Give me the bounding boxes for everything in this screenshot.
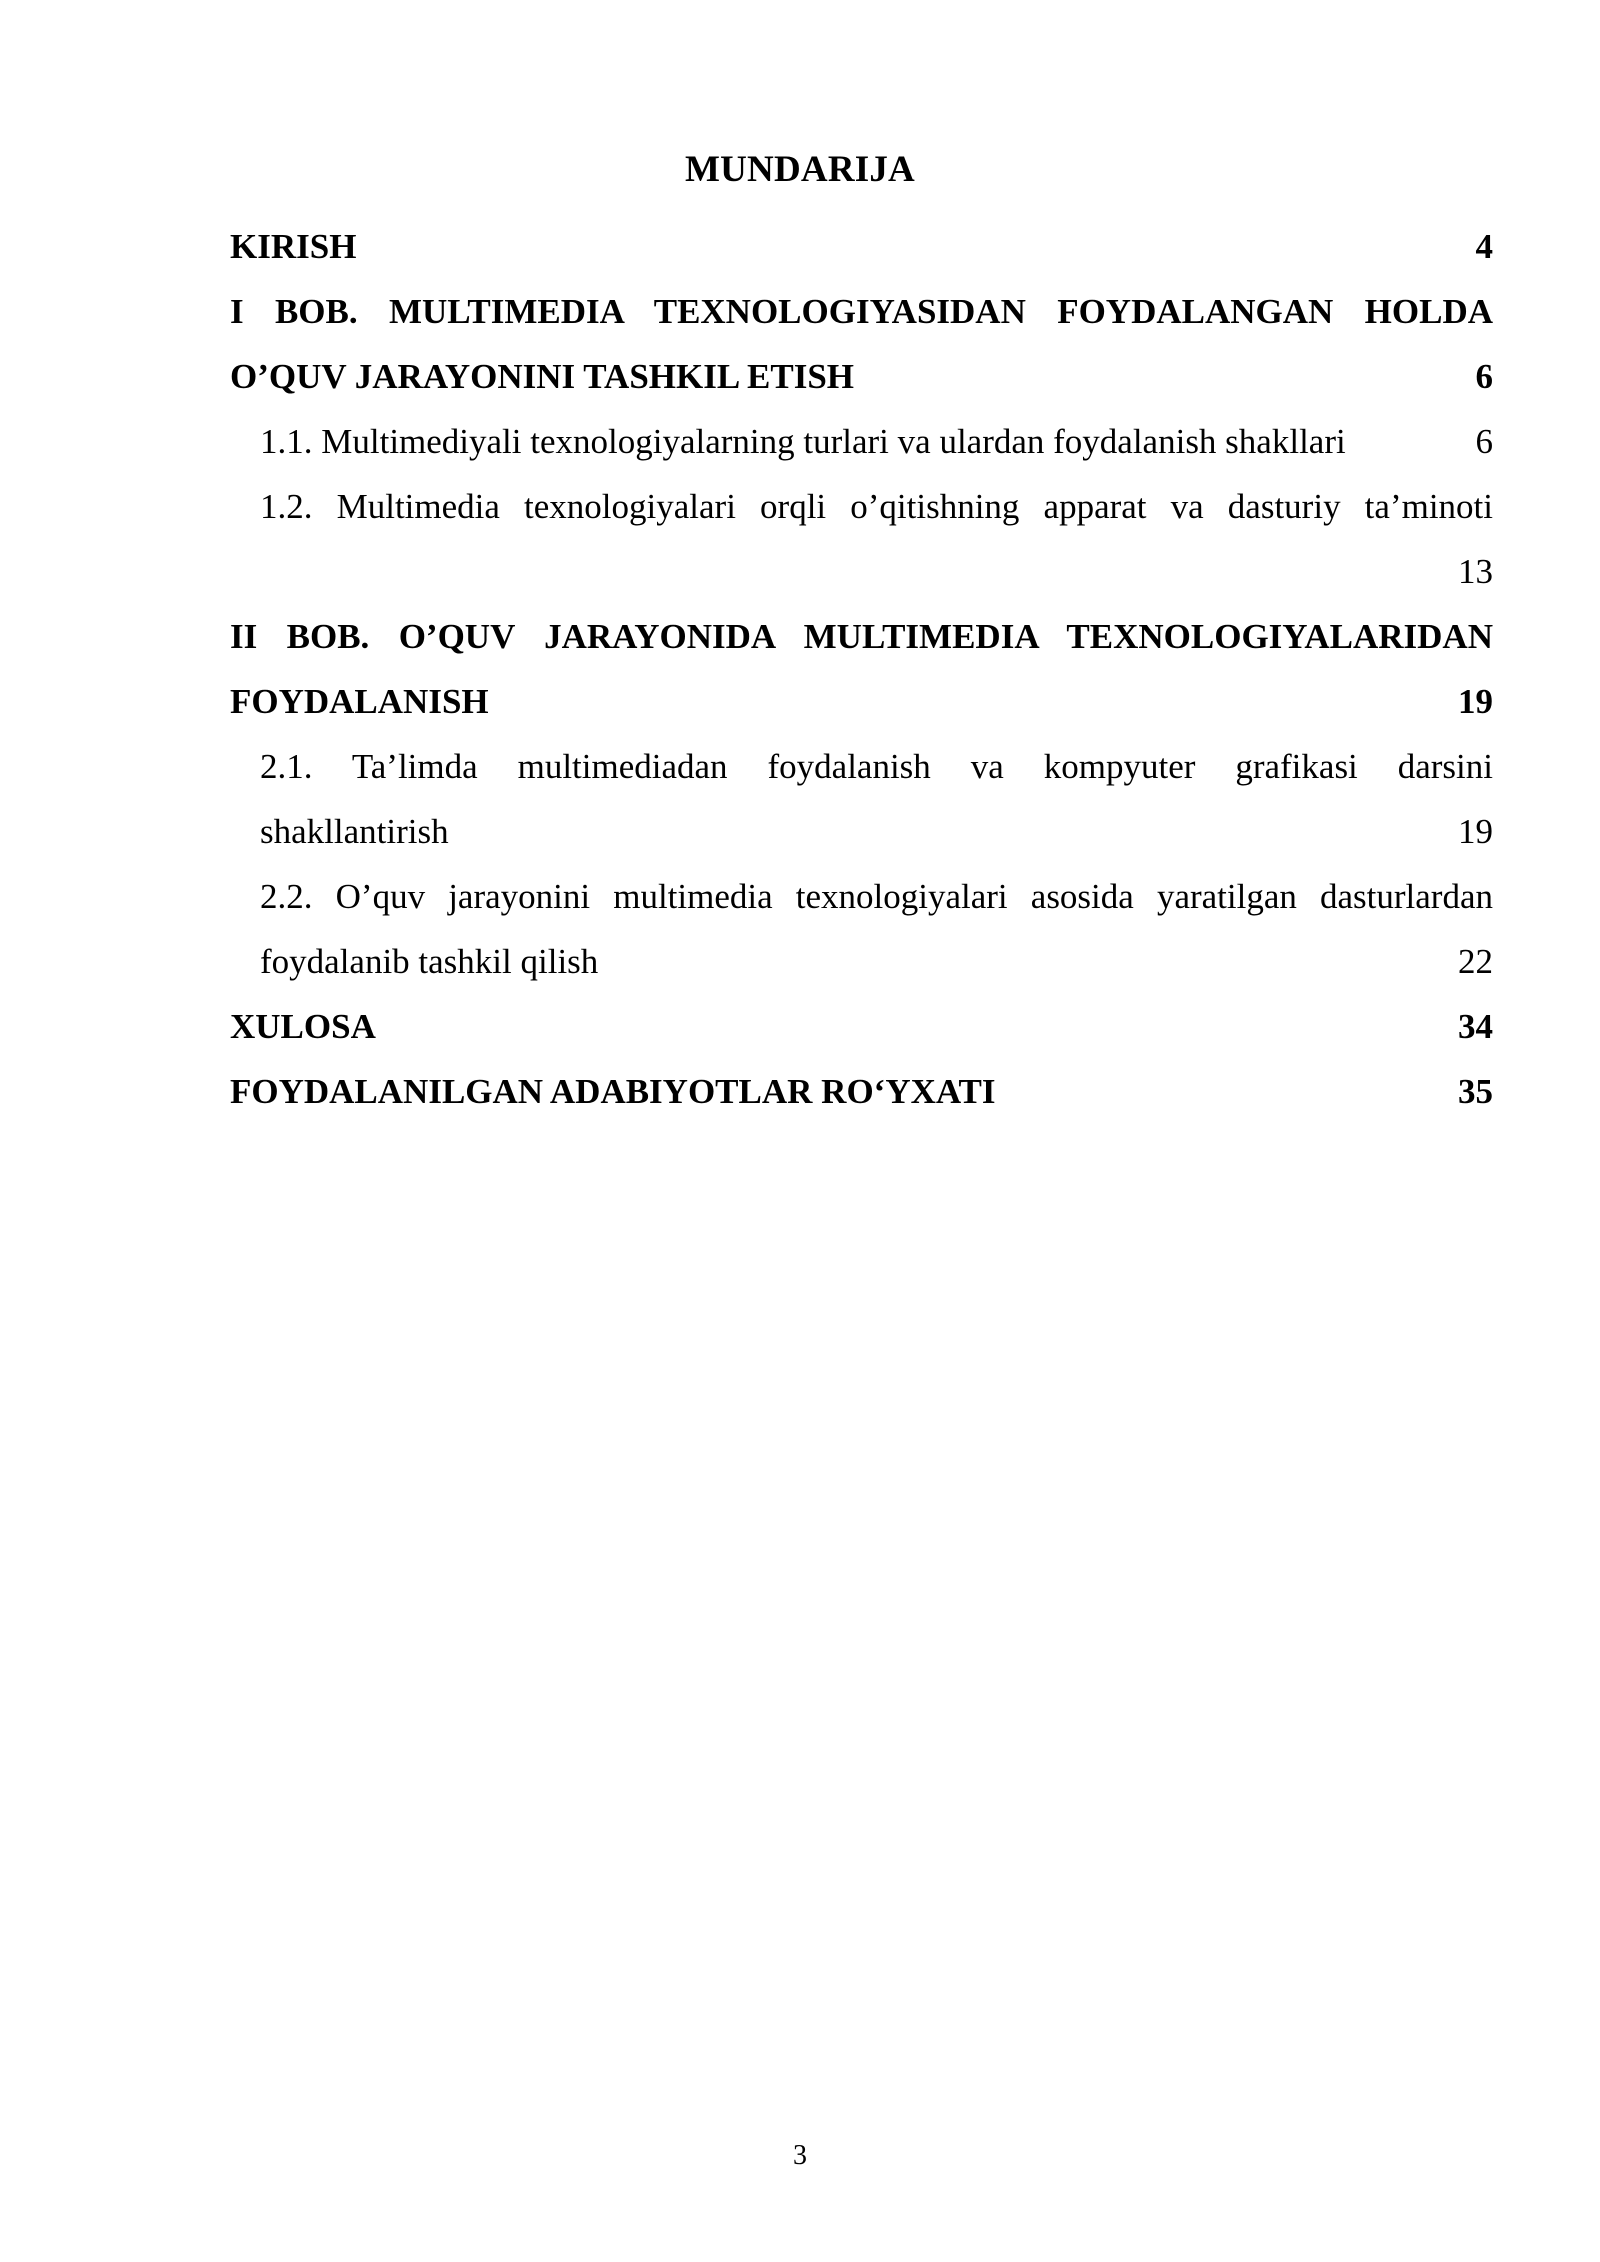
page-number: 3	[793, 2140, 807, 2171]
toc-page-number: 6	[1475, 422, 1493, 461]
toc-entry-label: O’QUV JARAYONINI TASHKIL ETISH	[230, 357, 855, 396]
toc-page-number: 34	[1458, 1007, 1493, 1046]
toc-page-number: 19	[1458, 682, 1493, 721]
toc-page-number: 6	[1475, 357, 1493, 396]
page-title: MUNDARIJA	[685, 149, 915, 190]
toc-entry-label: FOYDALANILGAN ADABIYOTLAR RO‘YXATI	[230, 1072, 996, 1111]
toc-entry-label: I BOB. MULTIMEDIA TEXNOLOGIYASIDAN FOYDALANGAN HOLDA	[230, 292, 1493, 331]
toc-page-number: 4	[1475, 227, 1493, 266]
toc-entry-label: KIRISH	[230, 227, 357, 266]
toc-entry-xulosa[interactable]	[230, 994, 1493, 1059]
toc-entry-label: XULOSA	[230, 1007, 376, 1046]
toc-page-number: 19	[1458, 812, 1493, 851]
toc-page-number: 35	[1458, 1072, 1493, 1111]
toc-entry-section-1-1[interactable]	[230, 409, 1493, 474]
toc-page-number: 13	[1458, 552, 1493, 591]
toc-entry-references[interactable]	[230, 1059, 1493, 1124]
toc-entry-section-2-1-line1[interactable]	[230, 734, 1493, 799]
toc-entry-section-2-2-line1[interactable]	[230, 864, 1493, 929]
toc-entry-chapter-1-line1[interactable]	[230, 279, 1493, 344]
toc-entry-label: FOYDALANISH	[230, 682, 489, 721]
toc-entry-chapter-2-line2[interactable]	[230, 669, 1493, 734]
toc-entry-chapter-1-line2[interactable]	[230, 344, 1493, 409]
toc-entry-label: II BOB. O’QUV JARAYONIDA MULTIMEDIA TEXNOLOGIYALARIDAN	[230, 617, 1493, 656]
toc-entry-section-2-2-line2[interactable]	[230, 929, 1493, 994]
toc-entry-chapter-2-line1[interactable]	[230, 604, 1493, 669]
table-of-contents	[230, 214, 1493, 1124]
toc-entry-label: shakllantirish	[260, 812, 449, 851]
toc-entry-section-2-1-line2[interactable]	[230, 799, 1493, 864]
toc-entry-label: 1.2. Multimedia texnologiyalari orqli o’qitishning apparat va dasturiy ta’minoti	[260, 487, 1493, 526]
toc-page-number: 22	[1458, 942, 1493, 981]
toc-entry-section-1-2-line1[interactable]	[230, 474, 1493, 539]
toc-entry-label: 2.1. Ta’limda multimediadan foydalanish va kompyuter grafikasi darsini	[260, 747, 1493, 786]
toc-entry-kirish[interactable]	[230, 214, 1493, 279]
toc-entry-section-1-2-line2[interactable]	[230, 539, 1493, 604]
toc-entry-label: foydalanib tashkil qilish	[260, 942, 599, 981]
toc-entry-label: 1.1. Multimediyali texnologiyalarning turlari va ulardan foydalanish shakllari	[260, 422, 1346, 461]
toc-entry-label: 2.2. O’quv jarayonini multimedia texnologiyalari asosida yaratilgan dasturlardan	[260, 877, 1493, 916]
